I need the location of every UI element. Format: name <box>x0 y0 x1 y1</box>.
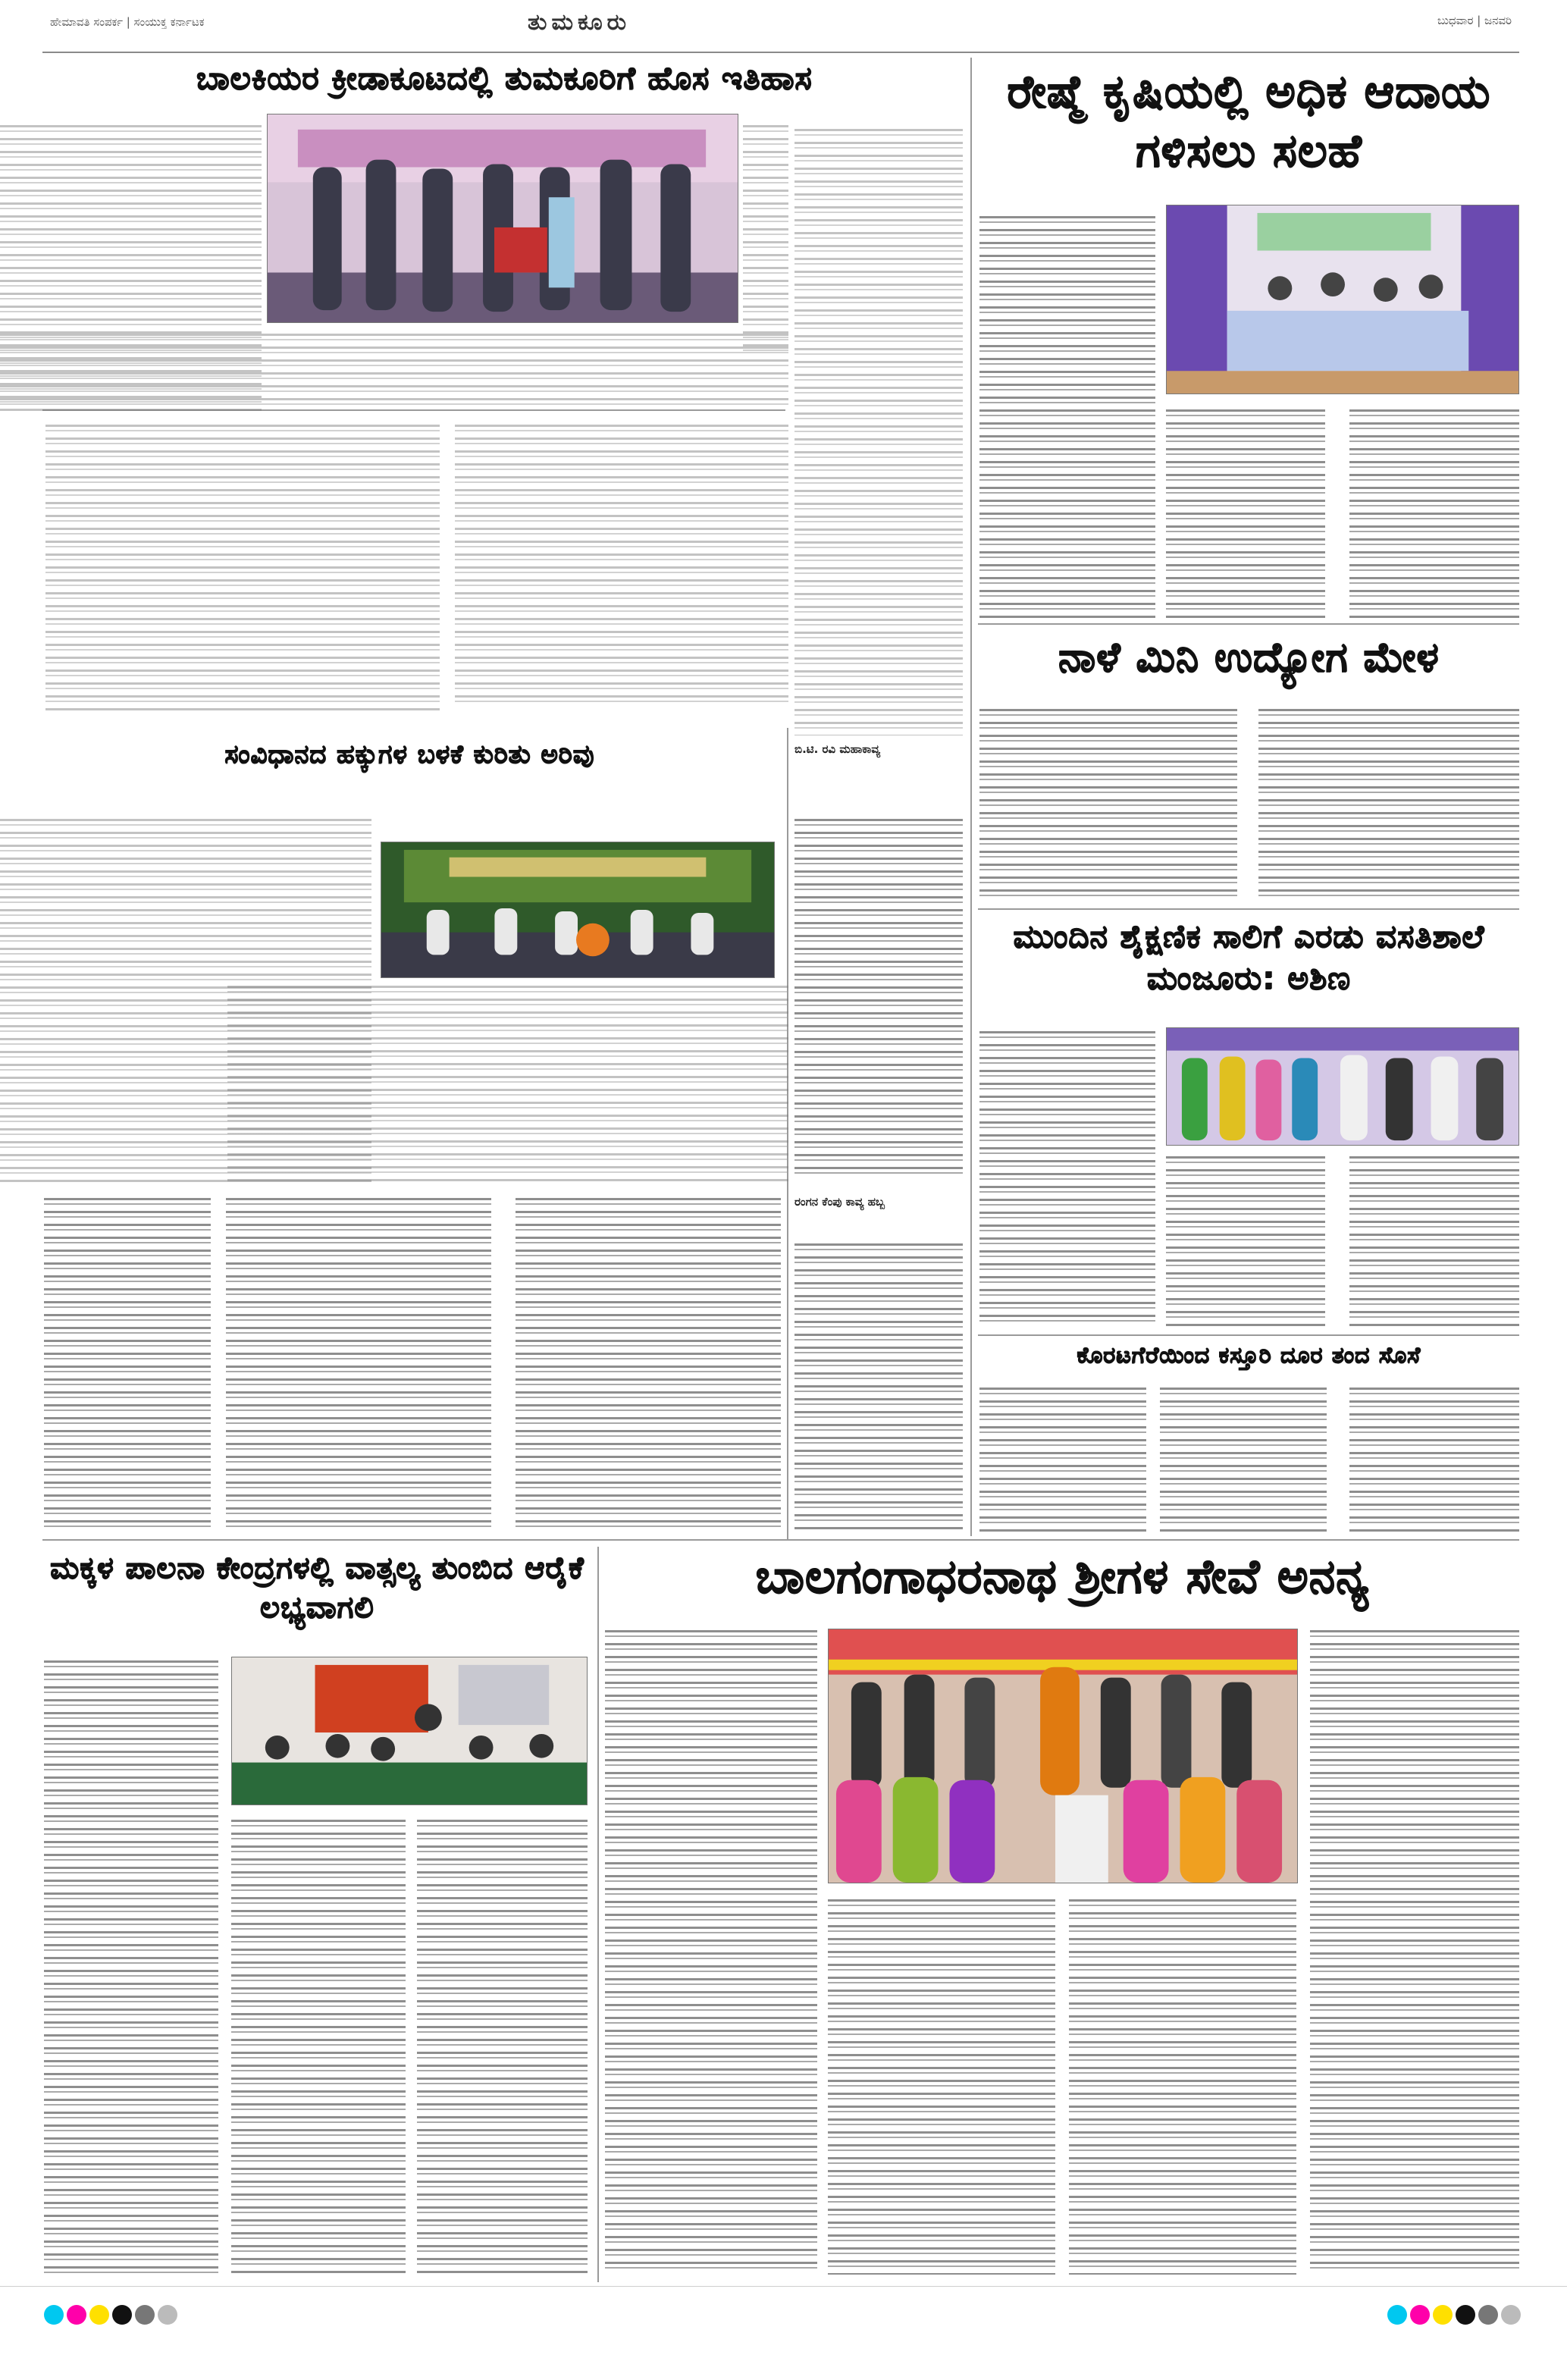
yellow-dot <box>89 2305 109 2325</box>
article-5-text <box>1349 1388 1519 1532</box>
article-1-photo <box>267 114 738 323</box>
article-6-text <box>231 1820 406 2275</box>
article-1-text <box>0 334 788 409</box>
masthead-date: ಬುಧವಾರ | ಜನವರಿ <box>1437 14 1512 27</box>
article-1-headline: ಬಾಲಕಿಯರ ಕ್ರೀಡಾಕೂಟದಲ್ಲಿ ತುಮಕೂರಿಗೆ ಹೊಸ ಇತಿಹಾಸ <box>196 59 813 96</box>
yellow-dot <box>1433 2305 1453 2325</box>
kicker-1-text <box>794 819 963 1175</box>
article-6-photo <box>231 1657 588 1805</box>
black-dot <box>112 2305 132 2325</box>
article-4-text <box>1166 1156 1325 1327</box>
masthead <box>42 6 1519 53</box>
article-5-text <box>979 1388 1146 1532</box>
cyan-dot <box>1387 2305 1407 2325</box>
article-1-text <box>45 425 440 713</box>
section-rule <box>42 1539 1519 1541</box>
article-4-headline: ಮುಂದಿನ ಶೈಕ್ಷಣಿಕ ಸಾಲಿಗೆ ಎರಡು ವಸತಿಶಾಲೆ ಮಂಜೂರು: ಅಶಿಣ <box>1013 917 1484 996</box>
registration-marks-right <box>1387 2305 1521 2325</box>
article-4-photo <box>1166 1027 1519 1146</box>
article-1-text <box>455 425 788 705</box>
article-8-text <box>44 1198 211 1532</box>
trim-line <box>0 2286 1567 2287</box>
article-5-headline: ಕೊರಟಗೆರೆಯಿಂದ ಕಸ್ತೂರಿ ದೂರ ತಂದ ಸೊಸೆ <box>1077 1342 1421 1369</box>
kicker-2: ರಂಗನ ಕೆಂಪು ಕಾವ್ಯ ಹಬ್ಬ <box>794 1195 885 1209</box>
grey-dot <box>158 2305 177 2325</box>
grey-dot <box>1478 2305 1498 2325</box>
article-7-text <box>1069 1899 1296 2275</box>
kicker-2-text <box>794 1243 963 1532</box>
article-7-text <box>828 1899 1055 2275</box>
article-7-photo <box>828 1629 1298 1883</box>
magenta-dot <box>67 2305 86 2325</box>
article-5-text <box>1160 1388 1327 1532</box>
article-1-text <box>794 129 963 735</box>
article-3-text <box>979 709 1237 902</box>
article-7-text <box>1310 1630 1519 2275</box>
article-3-text <box>1258 709 1519 902</box>
article-4-text <box>1349 1156 1519 1327</box>
article-2-text <box>1349 409 1519 618</box>
registration-marks-left <box>44 2305 177 2325</box>
cyan-dot <box>44 2305 64 2325</box>
article-4-text <box>979 1031 1155 1327</box>
section-rule <box>978 908 1519 910</box>
article-6-headline: ಮಕ್ಕಳ ಪಾಲನಾ ಕೇಂದ್ರಗಳಲ್ಲಿ ವಾತ್ಸಲ್ಯ ತುಂಬಿದ ಆರೈಕೆ ಲಭ್ಯವಾಗಲಿ <box>49 1551 584 1625</box>
article-6-text <box>44 1660 218 2275</box>
masthead-title: ತುಮಕೂರು <box>528 9 632 36</box>
article-8-photo <box>381 842 775 978</box>
article-7-text <box>605 1630 817 2275</box>
masthead-left: ಹೇಮಾವತಿ ಸಂಪರ್ಕ | ಸಂಯುಕ್ತ ಕರ್ನಾಟಕ <box>50 15 205 29</box>
article-8-text <box>227 986 788 1183</box>
article-3-headline: ನಾಳೆ ಮಿನಿ ಉದ್ಯೋಗ ಮೇಳ <box>1058 633 1440 681</box>
article-8-text <box>226 1198 491 1532</box>
article-6-text <box>417 1820 588 2275</box>
article-2-text <box>1166 409 1325 618</box>
article-2-text <box>979 216 1155 618</box>
column-rule <box>597 1547 599 2282</box>
article-8-text <box>516 1198 781 1532</box>
article-8-headline: ಸಂವಿಧಾನದ ಹಕ್ಕುಗಳ ಬಳಕೆ ಕುರಿತು ಅರಿವು <box>224 739 595 770</box>
magenta-dot <box>1410 2305 1430 2325</box>
grey-dot <box>1501 2305 1521 2325</box>
article-7-headline: ಬಾಲಗಂಗಾಧರನಾಥ ಶ್ರೀಗಳ ಸೇವೆ ಅನನ್ಯ <box>755 1548 1369 1604</box>
grey-dot <box>135 2305 155 2325</box>
article-2-photo <box>1166 205 1519 394</box>
black-dot <box>1456 2305 1475 2325</box>
article-1-text <box>743 125 788 353</box>
kicker-1: ಬಿ.ಟಿ. ರವಿ ಮಹಾಕಾವ್ಯ <box>794 742 881 756</box>
section-rule <box>978 1334 1519 1336</box>
article-2-headline: ರೇಷ್ಮೆ ಕೃಷಿಯಲ್ಲಿ ಅಧಿಕ ಆದಾಯ ಗಳಿಸಲು ಸಲಹೆ <box>1007 65 1490 177</box>
column-rule <box>970 58 972 1536</box>
section-rule <box>978 623 1519 625</box>
